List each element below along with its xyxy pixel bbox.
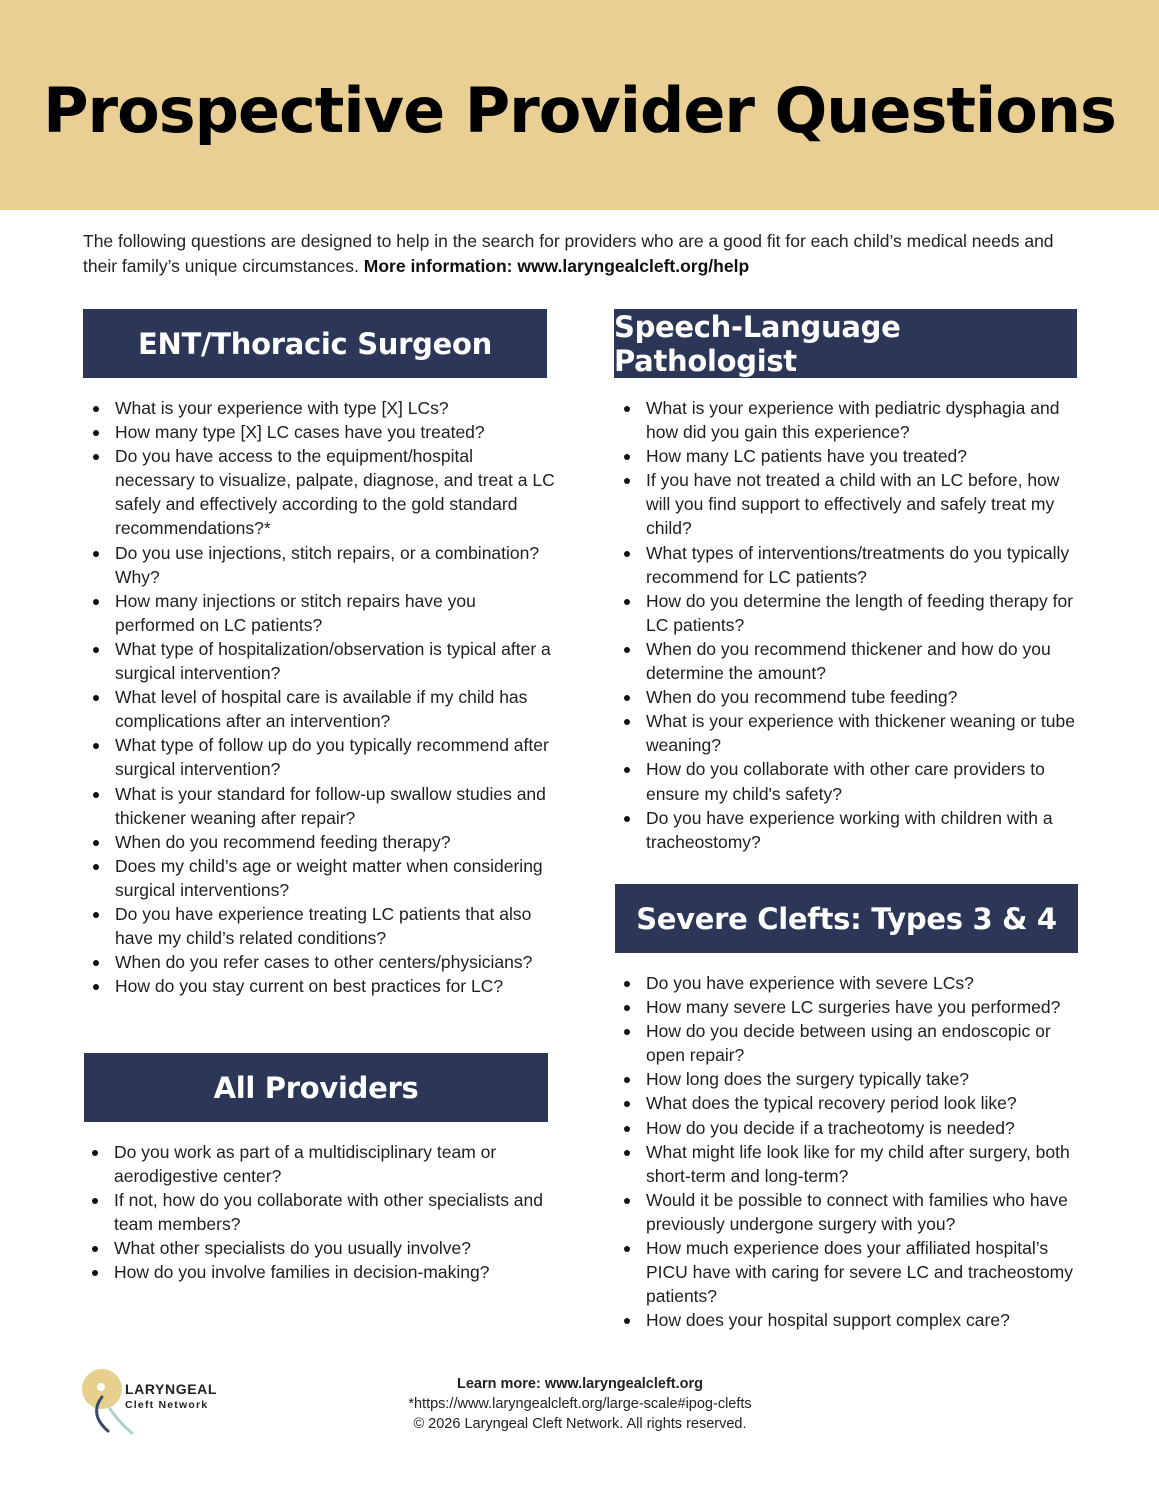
question-item: Do you have experience with severe LCs? bbox=[614, 971, 1084, 995]
question-item: How does your hospital support complex care? bbox=[614, 1308, 1084, 1332]
question-item: When do you recommend thickener and how do you determine the amount? bbox=[614, 637, 1084, 685]
question-item: How do you decide if a tracheotomy is needed? bbox=[614, 1116, 1084, 1140]
question-item: Would it be possible to connect with families who have previously undergone surgery with you? bbox=[614, 1188, 1084, 1236]
question-item: Do you work as part of a multidisciplinary team or aerodigestive center? bbox=[82, 1140, 554, 1188]
question-item: Does my child’s age or weight matter when considering surgical interventions? bbox=[83, 854, 555, 902]
more-info-text: More information: www.laryngealcleft.org/help bbox=[363, 256, 750, 276]
question-item: Do you have access to the equipment/hospital necessary to visualize, palpate, diagnose, and treat a LC safely and effectively according to the gold standard recommendations?* bbox=[83, 444, 555, 540]
question-item: What is your experience with pediatric dysphagia and how did you gain this experience? bbox=[614, 396, 1084, 444]
footer-copyright: © 2026 Laryngeal Cleft Network. All rights reserved. bbox=[413, 1416, 747, 1432]
question-item: When do you recommend tube feeding? bbox=[614, 685, 1084, 709]
question-item: What other specialists do you usually involve? bbox=[82, 1236, 554, 1260]
section-title-all-providers: All Providers bbox=[213, 1070, 419, 1105]
question-item: How many injections or stitch repairs have you performed on LC patients? bbox=[83, 589, 555, 637]
question-item: How do you determine the length of feeding therapy for LC patients? bbox=[614, 589, 1084, 637]
section-title-slp: Speech-Language Pathologist bbox=[614, 309, 901, 378]
logo-text-laryngeal: LARYNGEAL bbox=[125, 1381, 217, 1397]
question-item: How do you involve families in decision-making? bbox=[82, 1260, 554, 1284]
intro-paragraph bbox=[83, 229, 1083, 279]
question-item: Do you have experience treating LC patients that also have my child’s related conditions? bbox=[83, 902, 555, 950]
question-item: What type of hospitalization/observation is typical after a surgical intervention? bbox=[83, 637, 555, 685]
question-item: If not, how do you collaborate with other specialists and team members? bbox=[82, 1188, 554, 1236]
footer bbox=[330, 1374, 830, 1434]
question-item: When do you recommend feeding therapy? bbox=[83, 830, 555, 854]
question-item: How do you stay current on best practices for LC? bbox=[83, 974, 555, 998]
logo-text-cleft-network: Cleft Network bbox=[125, 1399, 209, 1411]
section-header-severe bbox=[615, 884, 1078, 953]
ent-question-list bbox=[83, 396, 555, 998]
question-item: How many severe LC surgeries have you performed? bbox=[614, 995, 1084, 1019]
question-item: What is your experience with thickener weaning or tube weaning? bbox=[614, 709, 1084, 757]
question-item: What level of hospital care is available if my child has complications after an intervention? bbox=[83, 685, 555, 733]
footer-reference-link: *https://www.laryngealcleft.org/large-scale#ipog-clefts bbox=[408, 1396, 752, 1412]
question-item: When do you refer cases to other centers/physicians? bbox=[83, 950, 555, 974]
intro-text: The following questions are designed to help in the search for providers who are a good fit for each child’s medical needs and their family’s unique circumstances. bbox=[83, 231, 1054, 276]
question-item: Do you use injections, stitch repairs, or a combination? Why? bbox=[83, 541, 555, 589]
footer-learn-more: Learn more: www.laryngealcleft.org bbox=[456, 1376, 704, 1392]
question-item: How many type [X] LC cases have you treated? bbox=[83, 420, 555, 444]
title-banner bbox=[0, 0, 1159, 210]
question-item: What might life look like for my child after surgery, both short-term and long-term? bbox=[614, 1140, 1084, 1188]
question-item: How do you collaborate with other care providers to ensure my child's safety? bbox=[614, 757, 1084, 805]
question-item: How long does the surgery typically take? bbox=[614, 1067, 1084, 1091]
severe-question-list bbox=[614, 971, 1084, 1332]
question-item: If you have not treated a child with an LC before, how will you find support to effectively and safely treat my child? bbox=[614, 468, 1084, 540]
question-item: Do you have experience working with children with a tracheostomy? bbox=[614, 806, 1084, 854]
laryngeal-cleft-logo bbox=[80, 1367, 230, 1437]
question-item: What types of interventions/treatments do you typically recommend for LC patients? bbox=[614, 541, 1084, 589]
page-title: Prospective Provider Questions bbox=[43, 74, 1116, 147]
all-providers-question-list bbox=[82, 1140, 554, 1285]
section-header-slp bbox=[614, 309, 1077, 378]
question-item: What is your experience with type [X] LCs? bbox=[83, 396, 555, 420]
question-item: What does the typical recovery period look like? bbox=[614, 1091, 1084, 1115]
question-item: How do you decide between using an endoscopic or open repair? bbox=[614, 1019, 1084, 1067]
section-title-severe: Severe Clefts: Types 3 & 4 bbox=[636, 901, 1057, 936]
slp-question-list bbox=[614, 396, 1084, 854]
question-item: How many LC patients have you treated? bbox=[614, 444, 1084, 468]
section-header-ent bbox=[83, 309, 547, 378]
question-item: How much experience does your affiliated hospital’s PICU have with caring for severe LC and tracheostomy patients? bbox=[614, 1236, 1084, 1308]
section-title-ent: ENT/Thoracic Surgeon bbox=[138, 326, 492, 361]
question-item: What type of follow up do you typically recommend after surgical intervention? bbox=[83, 733, 555, 781]
question-item: What is your standard for follow-up swallow studies and thickener weaning after repair? bbox=[83, 782, 555, 830]
section-header-all-providers bbox=[84, 1053, 548, 1122]
